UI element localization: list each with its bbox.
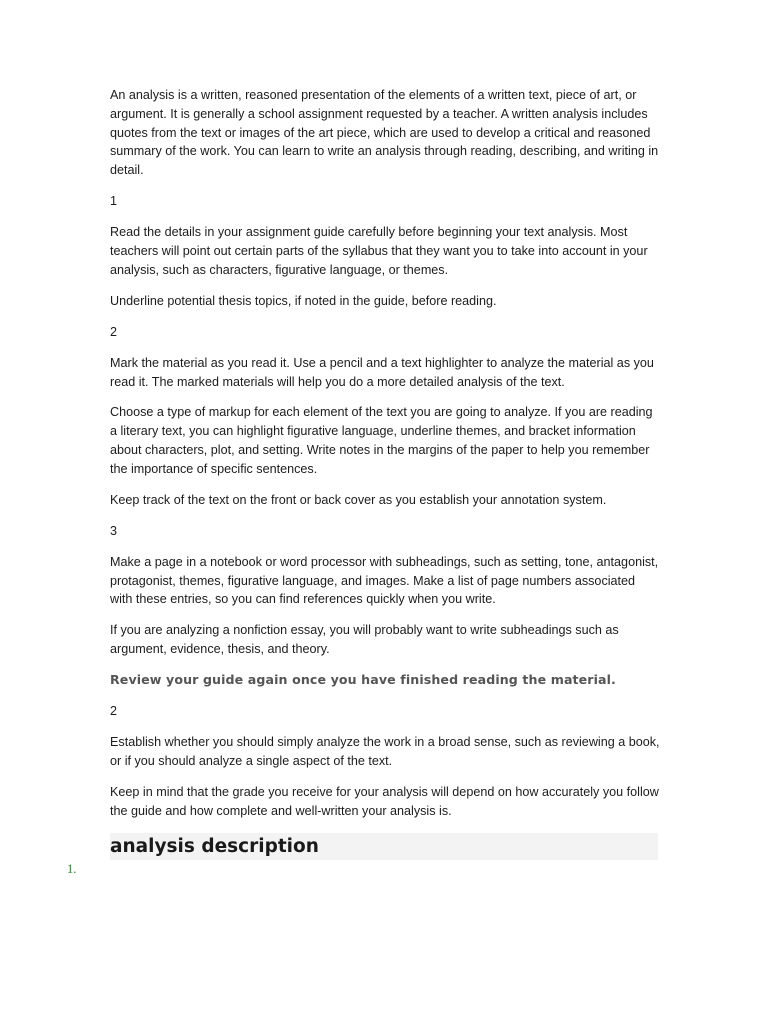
step-paragraph: Establish whether you should simply analyze the work in a broad sense, such as reviewing a book, or if you should analyze a single aspect of the text.: [110, 735, 660, 768]
step-number: 2: [110, 704, 118, 719]
step-tip: If you are analyzing a nonfiction essay, you will probably want to write subheadings such as argument, evidence, thesis, and theory.: [110, 623, 619, 657]
intro-paragraph: An analysis is a written, reasoned presentation of the elements of a written text, piece of art, or argument. It is generally a school assignment requested by a teacher. A written analysis includes quotes from the text or images of the art piece, which are used to develop a critical and reasoned summary of the work. You can learn to write an analysis through reading, describing, and writing in detail.: [110, 88, 659, 178]
heading-box: [110, 833, 658, 860]
step-number: 2: [110, 324, 118, 339]
step-paragraph: Make a page in a notebook or word processor with subheadings, such as setting, tone, antagonist, protagonist, themes, figurative language, and images. Make a list of page numbers associated with these entries, so you can find references quickly when you write.: [110, 554, 659, 607]
step-number: 3: [110, 523, 118, 538]
step-number: 1: [110, 194, 118, 209]
step-tip: Underline potential thesis topics, if noted in the guide, before reading.: [110, 293, 497, 308]
step-tip: Keep in mind that the grade you receive for your analysis will depend on how accurately you follow the guide and how complete and well-written your analysis is.: [110, 784, 659, 818]
step-tip: Keep track of the text on the front or back cover as you establish your annotation system.: [110, 492, 607, 507]
step-paragraph: Read the details in your assignment guide carefully before beginning your text analysis. Most teachers will point out certain parts of the syllabus that they want you to take into account in your analysis, such as characters, figurative language, or themes.: [110, 225, 648, 277]
document-body: [110, 86, 660, 860]
step-paragraph: Mark the material as you read it. Use a pencil and a text highlighter to analyze the material as you read it. The marked materials will help you do a more detailed analysis of the text.: [110, 355, 654, 389]
section-heading: analysis description: [110, 835, 319, 857]
step-tip: Choose a type of markup for each element of the text you are going to analyze. If you are reading a literary text, you can highlight figurative language, underline themes, and bracket information about characters, plot, and setting. Write notes in the margins of the paper to help you remember the importance of specific sentences.: [110, 405, 653, 476]
list-marker: 1.: [67, 862, 77, 876]
section-subheading: Review your guide again once you have finished reading the material.: [110, 672, 616, 688]
